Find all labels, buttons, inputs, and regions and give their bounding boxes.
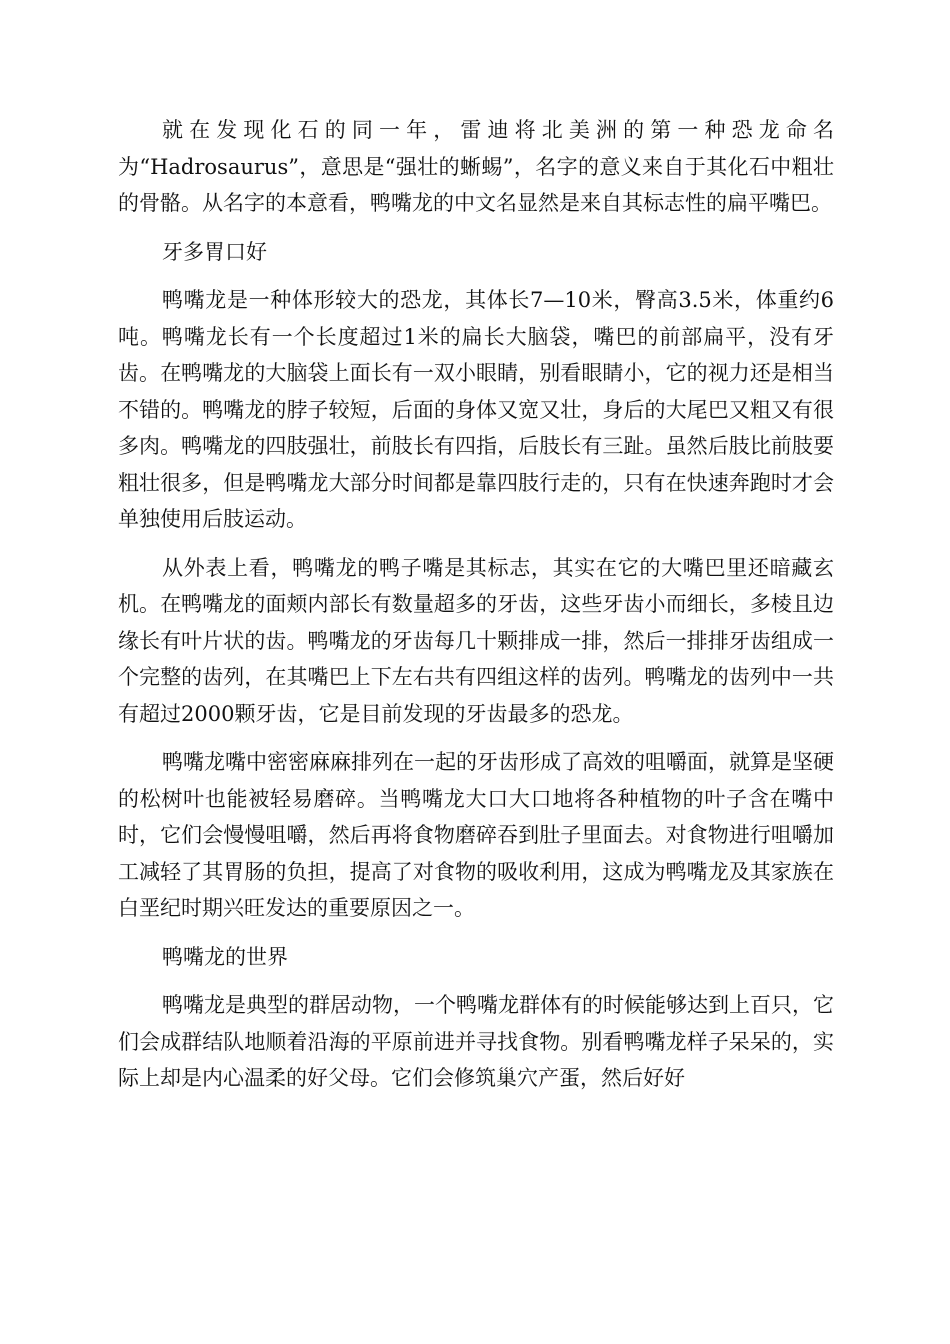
paragraph-hadrosaurus-naming: 就在发现化石的同一年，雷迪将北美洲的第一种恐龙命名为“Hadrosaurus”，意思是“强壮的蜥蜴”，名字的意义来自于其化石中粗壮的骨骼。从名字的本意看，鸭嘴龙的中文名显然是来自其标志性的扁平嘴巴。 (118, 118, 834, 215)
paragraph-chewing-surface: 鸭嘴龙嘴中密密麻麻排列在一起的牙齿形成了高效的咀嚼面，就算是坚硬的松树叶也能被轻易磨碎。当鸭嘴龙大口大口地将各种植物的叶子含在嘴中时，它们会慢慢咀嚼，然后再将食物磨碎吞到肚子里面去。对食物进行咀嚼加工减轻了其胃肠的负担，提高了对食物的吸收利用，这成为鸭嘴龙及其家族在白垩纪时期兴旺发达的重要原因之一。 (118, 750, 834, 920)
section-heading-world: 鸭嘴龙的世界 (162, 944, 288, 969)
section-heading-teeth: 牙多胃口好 (162, 239, 267, 264)
document-body (118, 112, 834, 1109)
paragraph-body-description: 鸭嘴龙是一种体形较大的恐龙，其体长7—10米，臀高3.5米，体重约6吨。鸭嘴龙长有一个长度超过1米的扁长大脑袋，嘴巴的前部扁平，没有牙齿。在鸭嘴龙的大脑袋上面长有一双小眼睛，别看眼睛小，它的视力还是相当不错的。鸭嘴龙的脖子较短，后面的身体又宽又壮，身后的大尾巴又粗又有很多肉。鸭嘴龙的四肢强壮，前肢长有四指，后肢长有三趾。虽然后肢比前肢要粗壮很多，但是鸭嘴龙大部分时间都是靠四肢行走的，只有在快速奔跑时才会单独使用后肢运动。 (118, 288, 834, 531)
paragraph-herd-behavior: 鸭嘴龙是典型的群居动物，一个鸭嘴龙群体有的时候能够达到上百只，它们会成群结队地顺着沿海的平原前进并寻找食物。别看鸭嘴龙样子呆呆的，实际上却是内心温柔的好父母。它们会修筑巢穴产蛋，然后好好 (118, 993, 834, 1090)
paragraph-duck-bill-teeth: 从外表上看，鸭嘴龙的鸭子嘴是其标志，其实在它的大嘴巴里还暗藏玄机。在鸭嘴龙的面颊内部长有数量超多的牙齿，这些牙齿小而细长，多棱且边缘长有叶片状的齿。鸭嘴龙的牙齿每几十颗排成一排，然后一排排牙齿组成一个完整的齿列，在其嘴巴上下左右共有四组这样的齿列。鸭嘴龙的齿列中一共有超过2000颗牙齿，它是目前发现的牙齿最多的恐龙。 (118, 555, 834, 726)
